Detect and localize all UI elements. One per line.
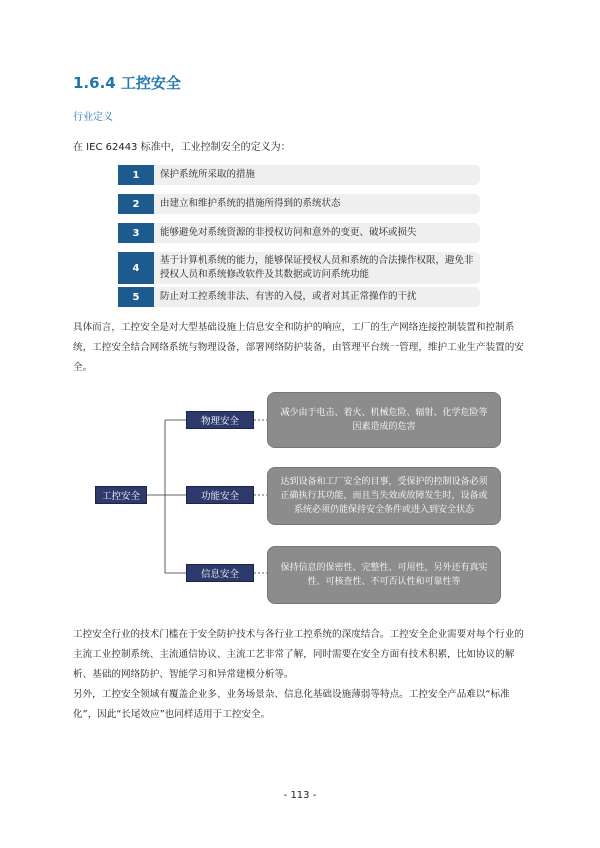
definition-item	[118, 223, 480, 243]
definition-text: 防止对工控系统非法、有害的入侵，或者对其正常操作的干扰	[154, 287, 480, 307]
definition-number: 2	[118, 194, 154, 214]
paragraph-3: 另外，工控安全领域有覆盖企业多、业务场景杂、信息化基础设施薄弱等特点。工控安全产品难以“标准化”，因此“长尾效应”也同样适用于工控安全。	[73, 689, 510, 720]
definition-item	[118, 287, 480, 307]
diagram-root-node: 工控安全	[95, 486, 147, 504]
definition-number: 5	[118, 287, 154, 307]
diagram-branch-physical: 物理安全	[186, 411, 254, 429]
diagram-desc-physical: 减少由于电击、着火、机械危险、辐射、化学危险等因素造成的危害	[267, 392, 501, 448]
definition-number: 4	[118, 252, 154, 284]
diagram-desc-information: 保持信息的保密性、完整性、可用性，另外还有真实性、可核查性、不可否认性和可靠性等	[267, 546, 501, 604]
paragraph-2: 工控安全行业的技术门槛在于安全防护技术与各行业工控系统的深度结合。工控安全企业需要对每个行业的主流工业控制系统、主流通信协议、主流工艺非常了解，同时需要在安全方面有技术积累，比如协议的解析、基础的网络防护、智能学习和异常建模分析等。	[73, 629, 524, 680]
intro-text: 在 IEC 62443 标准中，工业控制安全的定义为：	[73, 142, 291, 153]
paragraph-1: 具体而言，工控安全是对大型基础设施上信息安全和防护的响应，工厂的生产网络连接控制装置和控制系统，工控安全结合网络系统与物理设备，部署网络防护装备，由管理平台统一管理，维护工业生产装置的安全。	[73, 322, 524, 373]
definition-item	[118, 165, 480, 185]
diagram-branch-information: 信息安全	[186, 564, 254, 582]
diagram-branch-functional: 功能安全	[186, 486, 254, 504]
definition-text: 能够避免对系统资源的非授权访问和意外的变更、破坏或损失	[154, 223, 480, 243]
definition-text: 基于计算机系统的能力，能够保证授权人员和系统的合法操作权限，避免非授权人员和系统修改软件及其数据或访问系统功能	[154, 252, 480, 284]
definition-item	[118, 194, 480, 214]
definition-item	[118, 252, 480, 284]
diagram-desc-functional: 达到设备和工厂安全的目事，受保护的控制设备必须正确执行其功能，而且当失效或故障发生时，设备或系统必须仍能保持安全条件或进入到安全状态	[267, 467, 501, 525]
definition-number: 1	[118, 165, 154, 185]
definition-number: 3	[118, 223, 154, 243]
definition-text: 由建立和维护系统的措施所得到的系统状态	[154, 194, 480, 214]
subheading: 行业定义	[73, 112, 113, 123]
definition-text: 保护系统所采取的措施	[154, 165, 480, 185]
page-number: - 113 -	[283, 790, 317, 801]
section-title: 1.6.4 工控安全	[73, 74, 181, 92]
